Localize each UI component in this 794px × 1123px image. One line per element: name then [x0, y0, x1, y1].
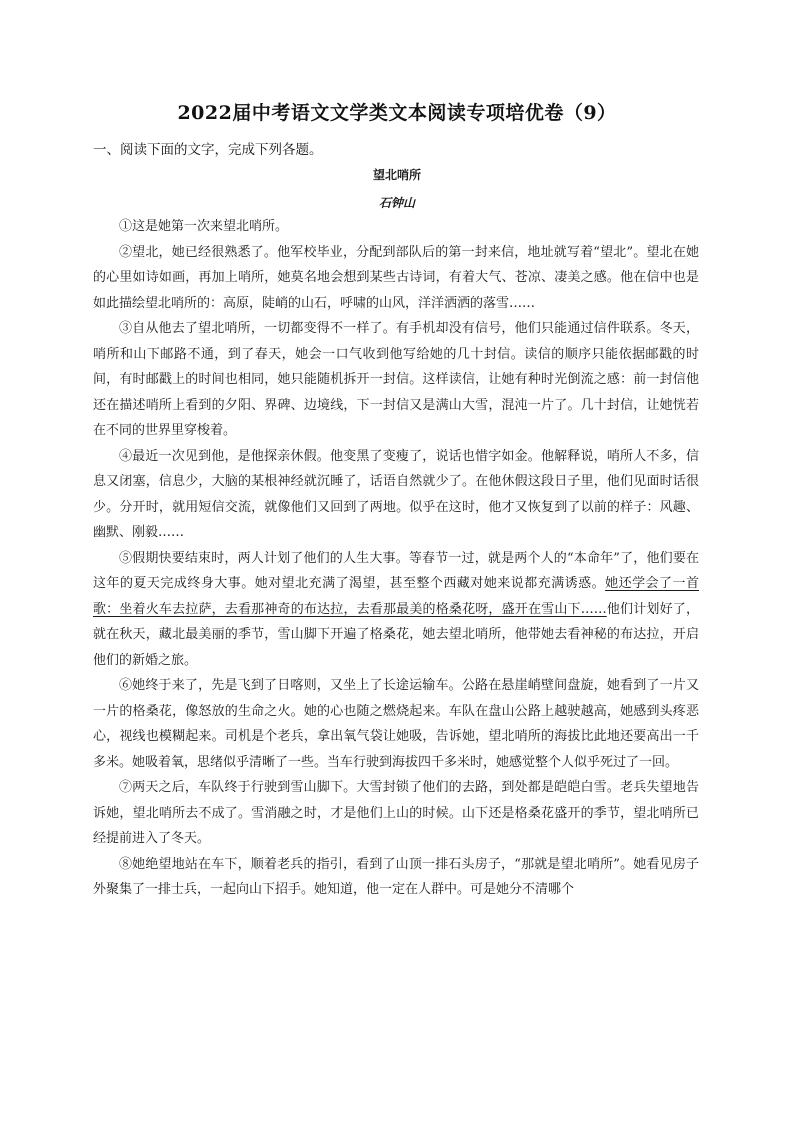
paragraph-7: ⑦两天之后，车队终于行驶到雪山脚下。大雪封锁了他们的去路，到处都是皑皑白雪。老兵失望地告诉她，望北哨所去不成了。雪消融之时，才是他们上山的时候。山下还是格桑花盛开的季节，望北哨所已经提前进入了冬天。	[93, 780, 699, 846]
paragraph-5-end: 他们计划好了，就在秋天，藏北最美丽的季节，雪山脚下开遍了格桑花，她去望北哨所，他带她去看神秘的布达拉，开启他们的新婚之旅。	[93, 601, 699, 668]
paragraph-8: ⑧她绝望地站在车下，顺着老兵的指引，看到了山顶一排石头房子，“那就是望北哨所”。她看见房子外聚集了一排士兵，一起向山下招手。她知道，他一定在人群中。可是她分不清哪个	[93, 856, 699, 897]
paragraph-4: ④最近一次见到他，是他探亲休假。他变黑了变瘦了，说话也惜字如金。他解释说，哨所人不多，信息又闭塞，信息少，大脑的某根神经就沉睡了，话语自然就少了。在他休假这段日子里，他们见面时话很少。分开时，就用短信交流，就像他们又回到了两地。似乎在这时，他才又恢复到了以前的样子：风趣、幽默、刚毅……	[93, 448, 699, 540]
essay-title: 望北哨所	[372, 168, 421, 182]
paragraph-2: ②望北，她已经很熟悉了。他军校毕业，分配到部队后的第一封来信，地址就写着“望北”。望北在她的心里如诗如画，再加上哨所，她莫名地会想到某些古诗词，有着大气、苍凉、凄美之感。他在信中也是如此描绘望北哨所的：高原，陡峭的山石，呼啸的山风，洋洋洒洒的落雪……	[93, 244, 699, 311]
paragraph-5-start: ⑤假期快要结束时，两人计划了他们的人生大事。等春节一过，就是两个人的“本命年”了，他们要在这年的夏天完成终身大事。她对望北充满了渴望，甚至整个西藏对她来说都充满诱惑。	[93, 550, 699, 591]
underlined-song-sentence: 她还学会了一首歌：坐着火车去拉萨，去看那神奇的布达拉，去看那最美的格桑花呀，盛开在雪山下……	[93, 576, 699, 617]
essay-body	[93, 214, 699, 903]
paragraph-5	[93, 546, 699, 674]
essay-author: 石钟山	[378, 196, 415, 210]
paragraph-3: ③自从他去了望北哨所，一切都变得不一样了。有手机却没有信号，他们只能通过信件联系。冬天，哨所和山下邮路不通，到了春天，她会一口气收到他写给她的几十封信。读信的顺序只能依据邮戳的时间，有时邮戳上的时间也相同，她只能随机拆开一封信。这样读信，让她有种时光倒流之感：前一封信他还在描述哨所上看到的夕阳、界碑、边境线，下一封信又是满山大雪，混沌一片了。几十封信，让她恍若在不同的世界里穿梭着。	[93, 321, 699, 438]
document-title: 2022届中考语文文学类文本阅读专项培优卷（9）	[177, 102, 617, 124]
paragraph-6: ⑥她终于来了，先是飞到了日喀则，又坐上了长途运输车。公路在悬崖峭壁间盘旋，她看到了一片又一片的格桑花，像怒放的生命之火。她的心也随之燃烧起来。车队在盘山公路上越驶越高，她感到头疼恶心，视线也模糊起来。司机是个老兵，拿出氧气袋让她吸，告诉她，望北哨所的海拔比此地还要高出一千多米。她吸着氧，思绪似乎清晰了一些。当车行驶到海拔四千多米时，她感觉整个人似乎死过了一回。	[93, 678, 699, 770]
section-heading: 一、阅读下面的文字，完成下列各题。	[93, 142, 323, 158]
paragraph-1: ①这是她第一次来望北哨所。	[119, 219, 289, 234]
